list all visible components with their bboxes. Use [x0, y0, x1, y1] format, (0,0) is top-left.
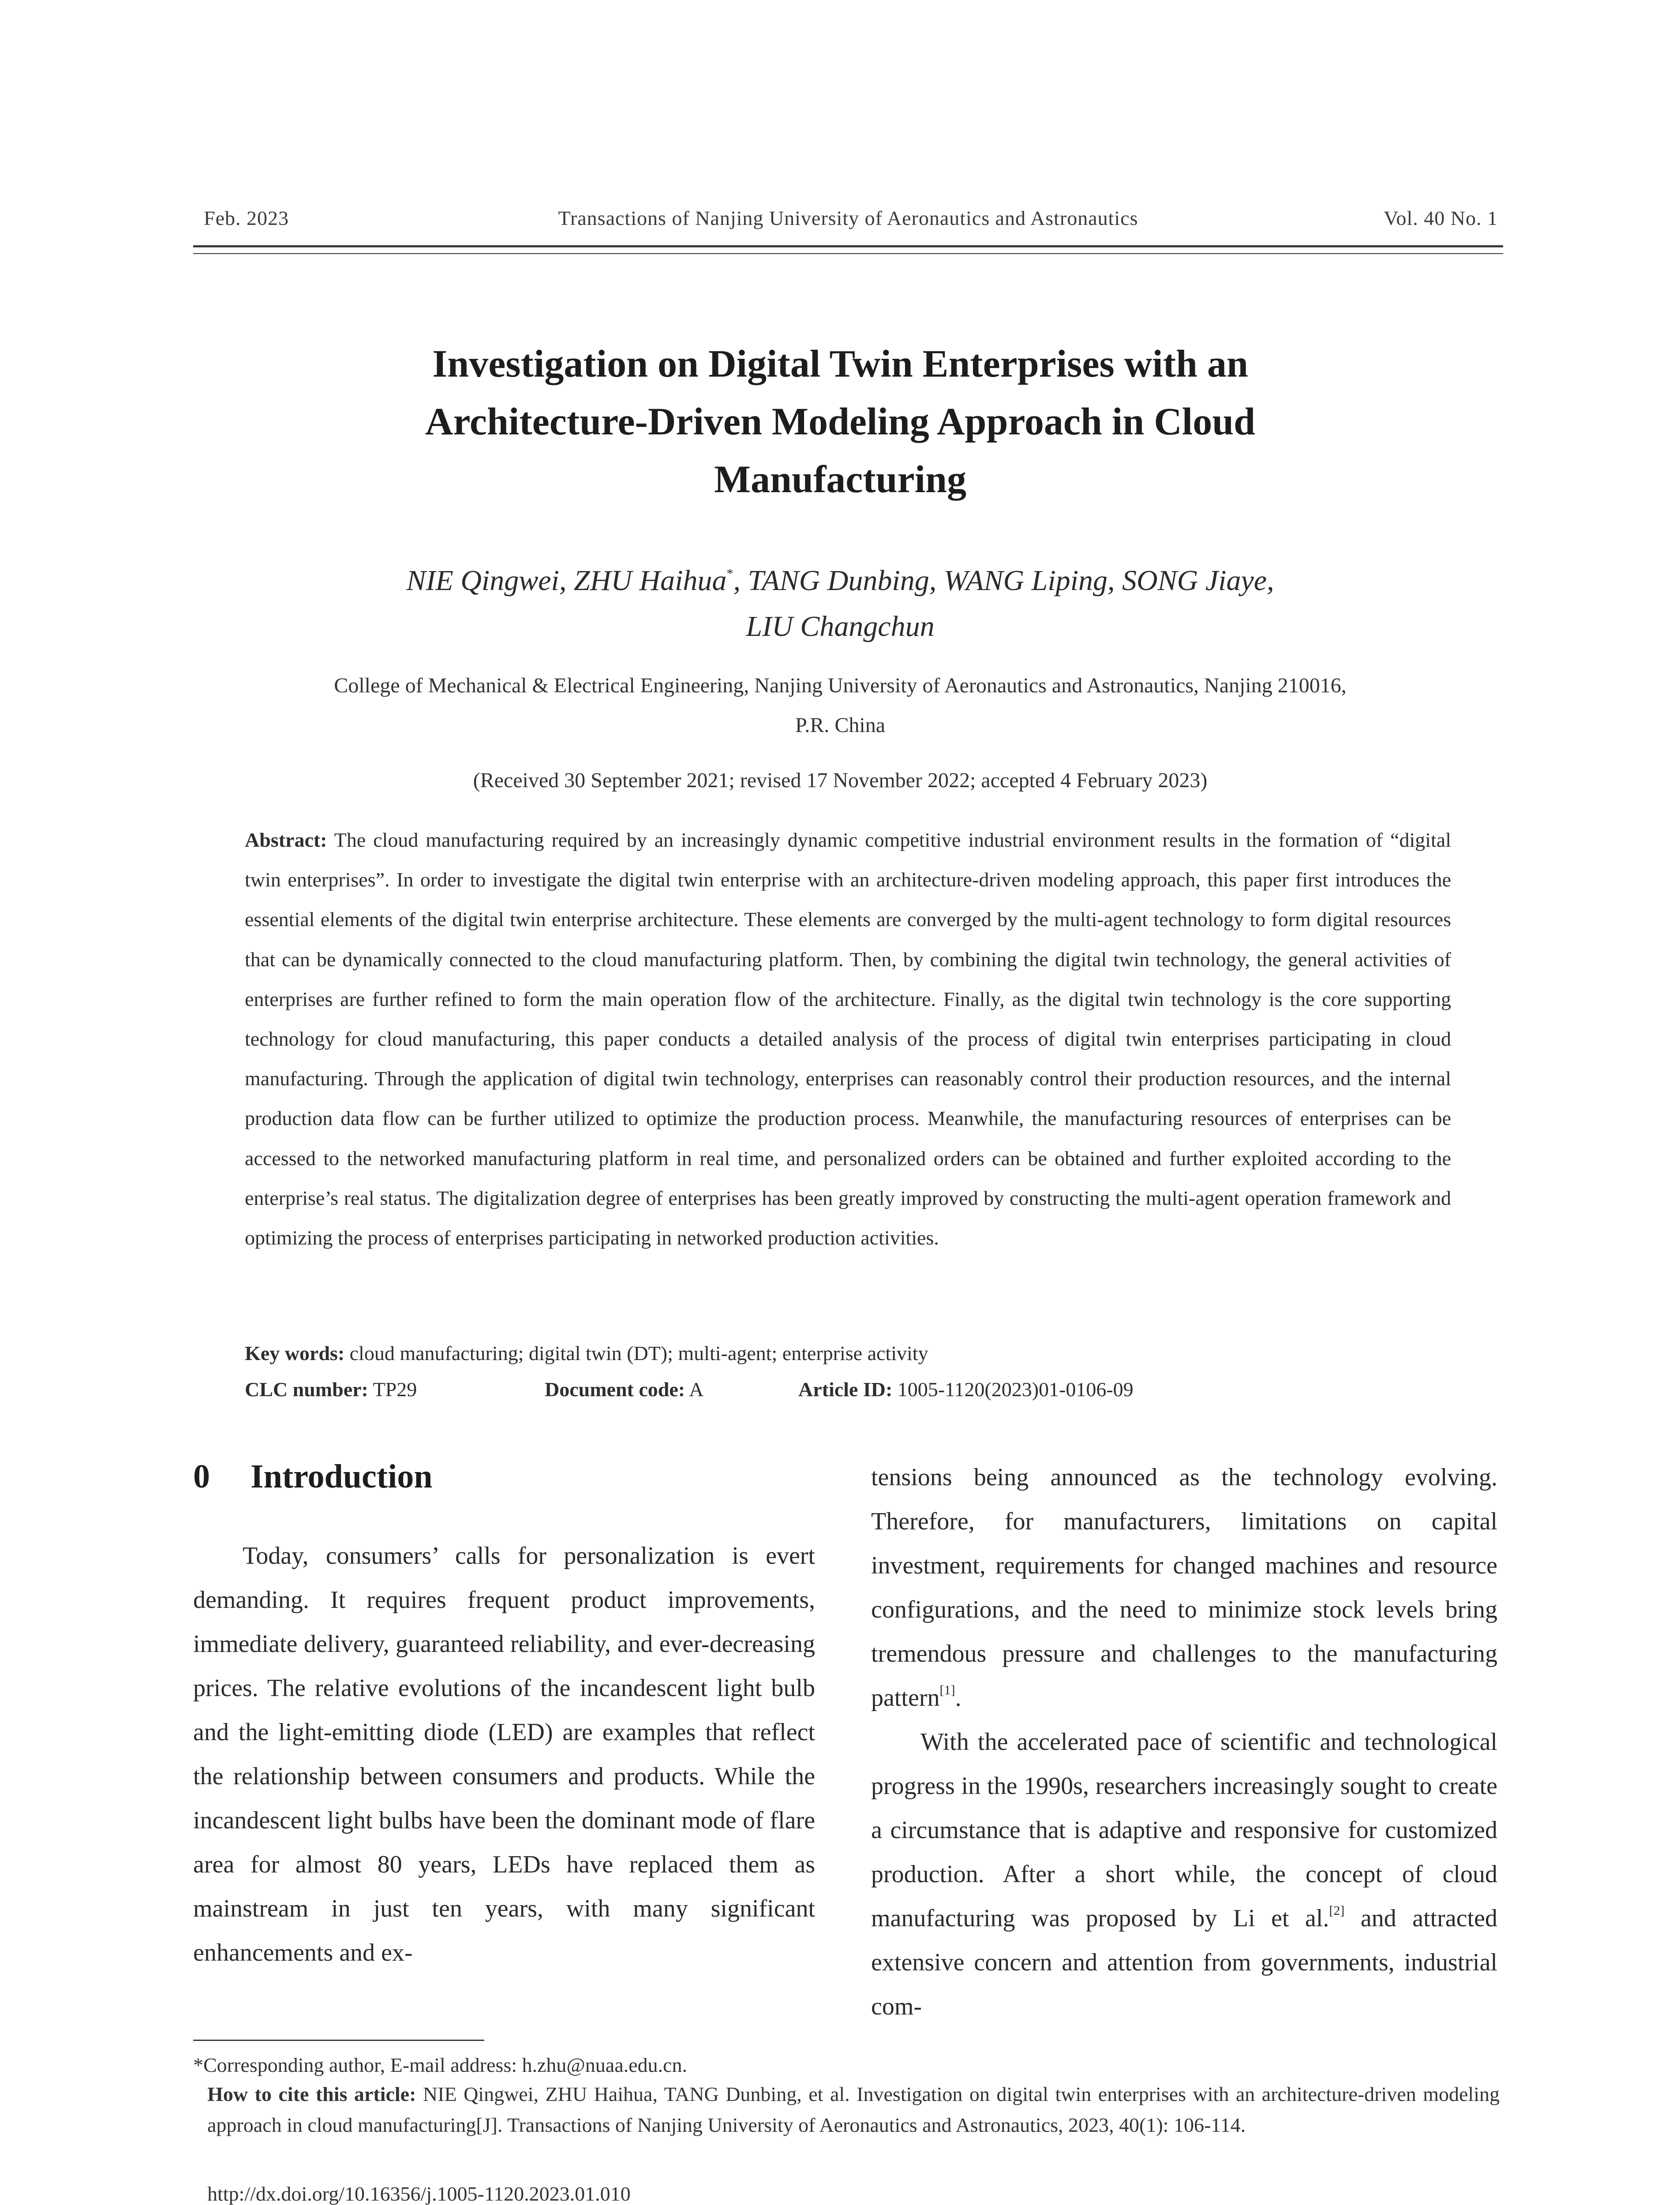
corresponding-author-note: *Corresponding author, E-mail address: h.zhu@nuaa.edu.cn. [193, 2054, 687, 2076]
right-column [871, 1455, 1497, 2029]
author-name: ZHU Haihua [573, 564, 727, 597]
volume-number: Vol. 40 No. 1 [1384, 207, 1498, 229]
paper-title [273, 335, 1407, 508]
author-line: NIE Qingwei, ZHU Haihua*, TANG Dunbing, WANG Liping, SONG Jiaye, [406, 564, 1274, 597]
author-name: LIU Changchun [746, 610, 935, 643]
citation-ref[interactable]: [1] [939, 1683, 955, 1697]
article-id-value: 1005-1120(2023)01-0106-09 [897, 1378, 1134, 1401]
document-code-group [545, 1374, 703, 1405]
author-list [229, 558, 1451, 650]
title-line: Architecture-Driven Modeling Approach in Cloud [425, 400, 1256, 443]
paragraph: tensions being announced as the technology evolving. Therefore, for manufacturers, limitations on capital investment, requirements for changed machines and resource configurations, and the need to minimize stock levels bring tremendous pressure and challenges to the manufacturing pattern[1]. [871, 1464, 1497, 1712]
clc-group [245, 1374, 417, 1405]
abstract [245, 820, 1451, 1258]
affiliation [229, 666, 1451, 745]
header-rule-thin [193, 253, 1503, 254]
citation-ref[interactable]: [2] [1329, 1903, 1345, 1918]
affiliation-line: P.R. China [795, 714, 886, 737]
document-code-label: Document code: [545, 1378, 685, 1401]
section-number: 0 [193, 1458, 210, 1495]
author-name: WANG Liping [943, 564, 1108, 597]
running-header [193, 203, 1503, 234]
author-name: SONG Jiaye [1122, 564, 1267, 597]
affiliation-line: College of Mechanical & Electrical Engineering, Nanjing University of Aeronautics and Astronautics, Nanjing 210016, [334, 674, 1347, 697]
footnote-rule [193, 2040, 484, 2041]
paragraph: Today, consumers’ calls for personalization is evert demanding. It requires frequent product improvements, immediate delivery, guaranteed reliability, and ever-decreasing prices. The relative evolutions of the incandescent light bulb and the light-emitting diode (LED) are examples that reflect the relationship between consumers and products. While the incandescent light bulbs have been the dominant mode of flare area for almost 80 years, LEDs have replaced them as mainstream in just ten years, with many significant enhancements and ex- [193, 1542, 815, 1966]
author-name: TANG Dunbing [748, 564, 929, 597]
keywords-text: cloud manufacturing; digital twin (DT); multi-agent; enterprise activity [349, 1342, 928, 1364]
keywords-label: Key words: [245, 1342, 345, 1364]
section-title: Introduction [251, 1458, 433, 1495]
paragraph: With the accelerated pace of scientific and technological progress in the 1990s, researchers increasingly sought to create a circumstance that is adaptive and responsive for customized production. After a short while, the concept of cloud manufacturing was proposed by Li et al.[2] and attracted extensive concern and attention from governments, industrial com- [871, 1728, 1497, 2020]
issue-date: Feb. 2023 [204, 207, 289, 229]
abstract-text: The cloud manufacturing required by an increasingly dynamic competitive industrial environment results in the formation of “digital twin enterprises”. In order to investigate the digital twin enterprise with an architecture-driven modeling approach, this paper first introduces the essential elements of the digital twin enterprise architecture. These elements are converged by the multi-agent technology to form digital resources that can be dynamically connected to the cloud manufacturing platform. Then, by combining the digital twin technology, the general activities of enterprises are further refined to form the main operation flow of the architecture. Finally, as the digital twin technology is the core supporting technology for cloud manufacturing, this paper conducts a detailed analysis of the process of digital twin enterprises participating in cloud manufacturing. Through the application of digital twin technology, enterprises can reasonably control their production resources, and the internal production data flow can be further utilized to optimize the production process. Meanwhile, the manufacturing resources of enterprises can be accessed to the networked manufacturing platform in real time, and personalized orders can be obtained and further exploited according to the enterprise’s real status. The digitalization degree of enterprises has been greatly improved by constructing the multi-agent operation framework and optimizing the process of enterprises participating in networked production activities. [245, 829, 1452, 1249]
clc-label: CLC number: [245, 1378, 368, 1401]
header-rule-thick [193, 245, 1503, 247]
abstract-label: Abstract: [245, 829, 327, 851]
corresponding-mark: * [726, 566, 733, 581]
article-id-group [798, 1374, 1134, 1405]
keywords [245, 1334, 1451, 1373]
received-dates: (Received 30 September 2021; revised 17 November 2022; accepted 4 February 2023) [473, 769, 1208, 792]
journal-name: Transactions of Nanjing University of Aeronautics and Astronautics [558, 207, 1138, 229]
left-column [193, 1534, 815, 1975]
citation-note [207, 2079, 1500, 2141]
title-line: Investigation on Digital Twin Enterprises with an [432, 343, 1248, 385]
clc-value: TP29 [373, 1378, 417, 1401]
article-id-label: Article ID: [798, 1378, 893, 1401]
author-line [229, 604, 1451, 650]
doi-link[interactable]: http://dx.doi.org/10.16356/j.1005-1120.2023.01.010 [207, 2183, 631, 2205]
citation-label: How to cite this article: [207, 2083, 416, 2105]
citation-text: NIE Qingwei, ZHU Haihua, TANG Dunbing, et al. Investigation on digital twin enterprises with an architecture-driven modeling approach in cloud manufacturing[J]. Transactions of Nanjing University of Aeronautics and Astronautics, 2023, 40(1): 106-114. [207, 2083, 1500, 2136]
author-name: NIE Qingwei [406, 564, 559, 597]
section-heading [193, 1454, 432, 1499]
document-code-value: A [689, 1378, 704, 1401]
title-line: Manufacturing [714, 458, 966, 501]
